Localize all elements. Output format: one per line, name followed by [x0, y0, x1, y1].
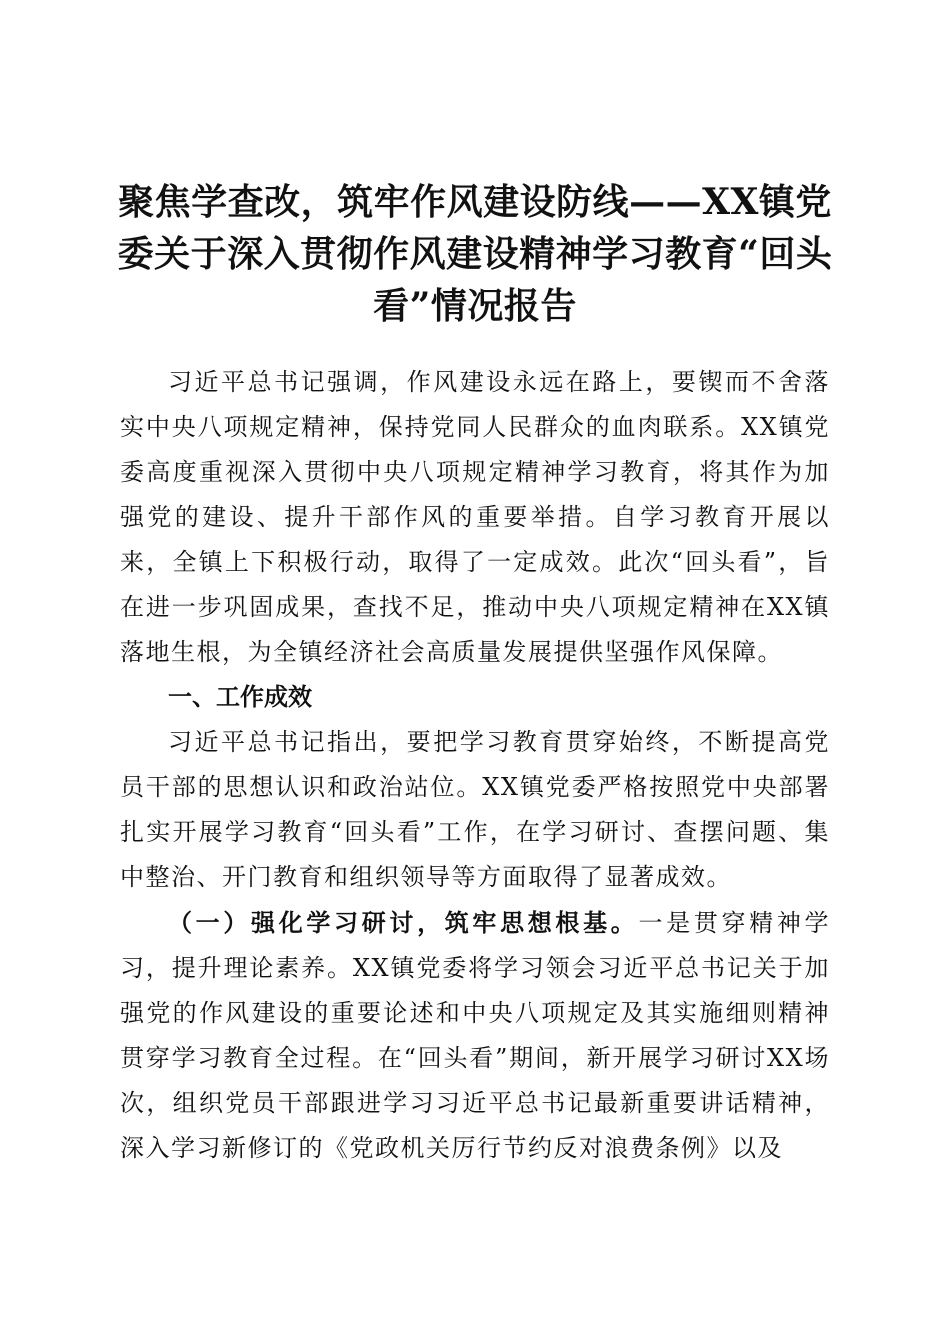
title-line-3: 看”情况报告: [373, 285, 577, 327]
subsection-1-lead: （一）强化学习研讨，筑牢思想根基。: [168, 908, 639, 937]
title-line-1: 聚焦学查改，筑牢作风建设防线——XX镇党: [118, 181, 832, 223]
subsection-1-text: 一是贯穿精神学习，提升理论素养。XX镇党委将学习领会习近平总书记关于加强党的作风建设的重要论述和中央八项规定及其实施细则精神贯穿学习教育全过程。在“回头看”期间，新开展学习研讨XX场次，组织党员干部跟进学习习近平总书记最新重要讲话精神，深入学习新修订的《党政机关厉行节约反对浪费条例》以及: [120, 909, 831, 1162]
document-title: [110, 176, 840, 332]
intro-paragraph: 习近平总书记强调，作风建设永远在路上，要锲而不舍落实中央八项规定精神，保持党同人民群众的血肉联系。XX镇党委高度重视深入贯彻中央八项规定精神学习教育，将其作为加强党的建设、提升干部作风的重要举措。自学习教育开展以来，全镇上下积极行动，取得了一定成效。此次“回头看”，旨在进一步巩固成果，查找不足，推动中央八项规定精神在XX镇落地生根，为全镇经济社会高质量发展提供坚强作风保障。: [120, 368, 830, 666]
subsection-1-paragraph: [120, 900, 830, 1171]
section-1-paragraph: 习近平总书记指出，要把学习教育贯穿始终，不断提高党员干部的思想认识和政治站位。XX镇党委严格按照党中央部署扎实开展学习教育“回头看”工作，在学习研讨、查摆问题、集中整治、开门教育和组织领导等方面取得了显著成效。: [120, 728, 830, 891]
section-heading-work-results: 一、工作成效: [168, 683, 312, 711]
document-body: [120, 360, 830, 1171]
title-line-2: 委关于深入贯彻作风建设精神学习教育“回头: [117, 233, 833, 275]
